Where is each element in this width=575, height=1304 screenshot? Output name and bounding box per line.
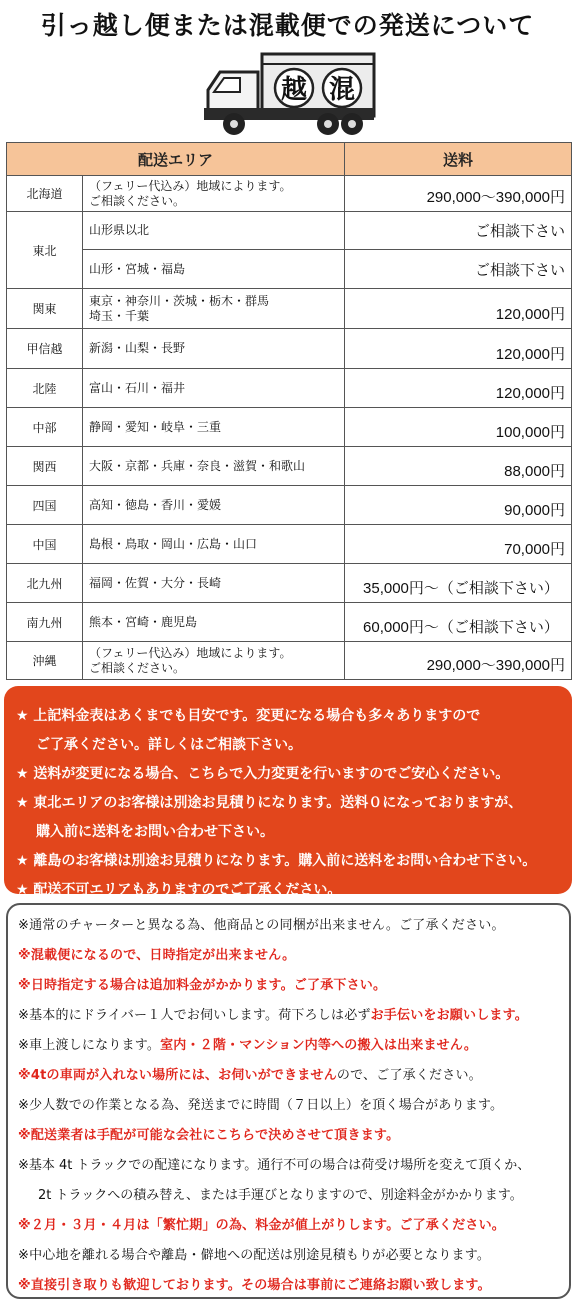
prefecture-cell	[83, 289, 345, 329]
table-row	[7, 289, 572, 329]
table-row	[7, 486, 572, 525]
region-cell: 四国	[7, 486, 83, 525]
table-row	[7, 369, 572, 408]
memo-line	[18, 1031, 561, 1061]
price-cell: 120,000円	[345, 329, 572, 369]
region-cell: 甲信越	[7, 329, 83, 369]
memo-line: 2t トラックへの積み替え、または手運びとなりますので、別途料金がかかります。	[38, 1188, 523, 1203]
table-row	[7, 250, 572, 289]
memo-line: ※通常のチャーターと異なる為、他商品との同梱が出来ません。ご了承ください。	[18, 918, 505, 933]
prefecture-line: 熊本・宮崎・鹿児島	[89, 614, 198, 629]
prefecture-line: 島根・鳥取・岡山・広島・山口	[89, 536, 258, 551]
table-row	[7, 447, 572, 486]
memo-line: ※少人数での作業となる為、発送までに時間（７日以上）を頂く場合があります。	[18, 1098, 504, 1113]
prefecture-line: 富山・石川・福井	[89, 380, 186, 395]
region-cell: 沖縄	[7, 642, 83, 680]
shipping-rate-table	[6, 142, 572, 680]
prefecture-cell	[83, 329, 345, 369]
memo-highlight: お手伝いをお願いします。	[370, 1008, 528, 1023]
prefecture-cell	[83, 525, 345, 564]
truck-sign-char-2: 混	[328, 75, 356, 105]
notice-line: ★ 配送不可エリアもありますのでご了承ください。	[16, 882, 342, 898]
prefecture-line: （フェリー代込み）地域によります。	[89, 645, 292, 660]
notice-line: ★ 上記料金表はあくまでも目安です。変更になる場合も多々ありますので	[16, 708, 481, 724]
memo-line: ※中心地を離れる場合や離島・僻地への配送は別途見積もりが必要となります。	[18, 1248, 491, 1263]
prefecture-line: ご相談ください。	[89, 660, 186, 675]
prefecture-line: 山形県以北	[89, 223, 150, 237]
memo-highlight: 室内・２階・マンション内等への搬入は出来ません。	[160, 1038, 478, 1053]
price-cell: 35,000円〜（ご相談下さい）	[345, 564, 572, 603]
price-cell: 290,000〜390,000円	[345, 642, 572, 680]
prefecture-cell	[83, 408, 345, 447]
table-row	[7, 603, 572, 642]
memo-line: ※基本 4t トラックでの配達になります。通行不可の場合は荷受け場所を変えて頂くか、	[18, 1158, 531, 1173]
notice-line: ご了承ください。詳しくはご相談下さい。	[36, 737, 302, 753]
notice-line: ★ 離島のお客様は別途お見積りになります。購入前に送料をお問い合わせ下さい。	[16, 853, 537, 869]
table-row	[7, 564, 572, 603]
prefecture-line: 大阪・京都・兵庫・奈良・滋賀・和歌山	[89, 458, 306, 473]
price-cell: 100,000円	[345, 408, 572, 447]
memo-line: ※日時指定する場合は追加料金がかかります。ご了承下さい。	[18, 978, 387, 993]
prefecture-line: ご相談ください。	[89, 193, 186, 208]
prefecture-cell	[83, 564, 345, 603]
prefecture-line: 静岡・愛知・岐阜・三重	[89, 419, 222, 434]
memo-text: ※車上渡しになります。	[18, 1038, 161, 1053]
prefecture-line: （フェリー代込み）地域によります。	[89, 178, 292, 193]
prefecture-cell	[83, 369, 345, 408]
table-row	[7, 176, 572, 212]
region-cell: 中国	[7, 525, 83, 564]
price-cell: 70,000円	[345, 525, 572, 564]
region-cell: 東北	[7, 212, 83, 289]
header-area: 配送エリア	[7, 143, 345, 176]
price-cell: 60,000円〜（ご相談下さい）	[345, 603, 572, 642]
region-cell: 南九州	[7, 603, 83, 642]
prefecture-cell	[83, 642, 345, 680]
region-cell: 北陸	[7, 369, 83, 408]
table-row	[7, 525, 572, 564]
memo-line: ※配送業者は手配が可能な会社にこちらで決めさせて頂きます。	[18, 1128, 400, 1143]
prefecture-cell	[83, 250, 345, 289]
prefecture-line: 山形・宮城・福島	[89, 261, 186, 276]
memo-line	[18, 1061, 561, 1091]
memo-highlight: ※4tの車両が入れない場所には、お伺いができません	[18, 1068, 337, 1083]
prefecture-cell	[83, 603, 345, 642]
price-cell: 290,000〜390,000円	[345, 176, 572, 212]
price-cell: 90,000円	[345, 486, 572, 525]
prefecture-cell	[83, 486, 345, 525]
prefecture-line: 東京・神奈川・茨城・栃木・群馬	[89, 293, 270, 308]
prefecture-line: 高知・徳島・香川・愛媛	[89, 497, 222, 512]
price-cell: 120,000円	[345, 369, 572, 408]
memo-line: ※直接引き取りも歓迎しております。その場合は事前にご連絡お願い致します。	[18, 1278, 491, 1293]
region-cell: 関東	[7, 289, 83, 329]
price-cell: 88,000円	[345, 447, 572, 486]
table-row	[7, 212, 572, 250]
region-cell: 中部	[7, 408, 83, 447]
memo-line	[18, 1001, 561, 1031]
table-header-row	[7, 143, 572, 176]
region-cell: 北九州	[7, 564, 83, 603]
price-cell: 120,000円	[345, 289, 572, 329]
table-row	[7, 408, 572, 447]
memo-box	[6, 903, 571, 1299]
memo-text: ※基本的にドライバー１人でお伺いします。荷下ろしは必ず	[18, 1008, 371, 1023]
notice-line: ★ 東北エリアのお客様は別途お見積りになります。送料０になっておりますが、	[16, 795, 523, 811]
memo-line: ※２月・３月・４月は「繁忙期」の為、料金が値上がりします。ご了承ください。	[18, 1218, 505, 1233]
truck-sign-char-1: 越	[280, 75, 308, 105]
notice-line: ★ 送料が変更になる場合、こちらで入力変更を行いますのでご安心ください。	[16, 766, 510, 782]
price-cell: ご相談下さい	[345, 250, 572, 289]
prefecture-line: 埼玉・千葉	[89, 308, 150, 323]
table-row	[7, 642, 572, 680]
prefecture-cell	[83, 212, 345, 250]
memo-text: ので、ご了承ください。	[336, 1068, 482, 1083]
truck-icon	[200, 50, 380, 138]
memo-line: ※混載便になるので、日時指定が出来ません。	[18, 948, 296, 963]
header-price: 送料	[345, 143, 572, 176]
region-cell: 関西	[7, 447, 83, 486]
prefecture-cell	[83, 176, 345, 212]
prefecture-line: 福岡・佐賀・大分・長崎	[89, 575, 222, 590]
prefecture-line: 新潟・山梨・長野	[89, 341, 186, 355]
notice-line: 購入前に送料をお問い合わせ下さい。	[36, 824, 274, 840]
price-cell: ご相談下さい	[345, 212, 572, 250]
prefecture-cell	[83, 447, 345, 486]
region-cell: 北海道	[7, 176, 83, 212]
page-title: 引っ越し便または混載便での発送について	[40, 11, 535, 40]
table-row	[7, 329, 572, 369]
notice-box	[4, 686, 572, 898]
